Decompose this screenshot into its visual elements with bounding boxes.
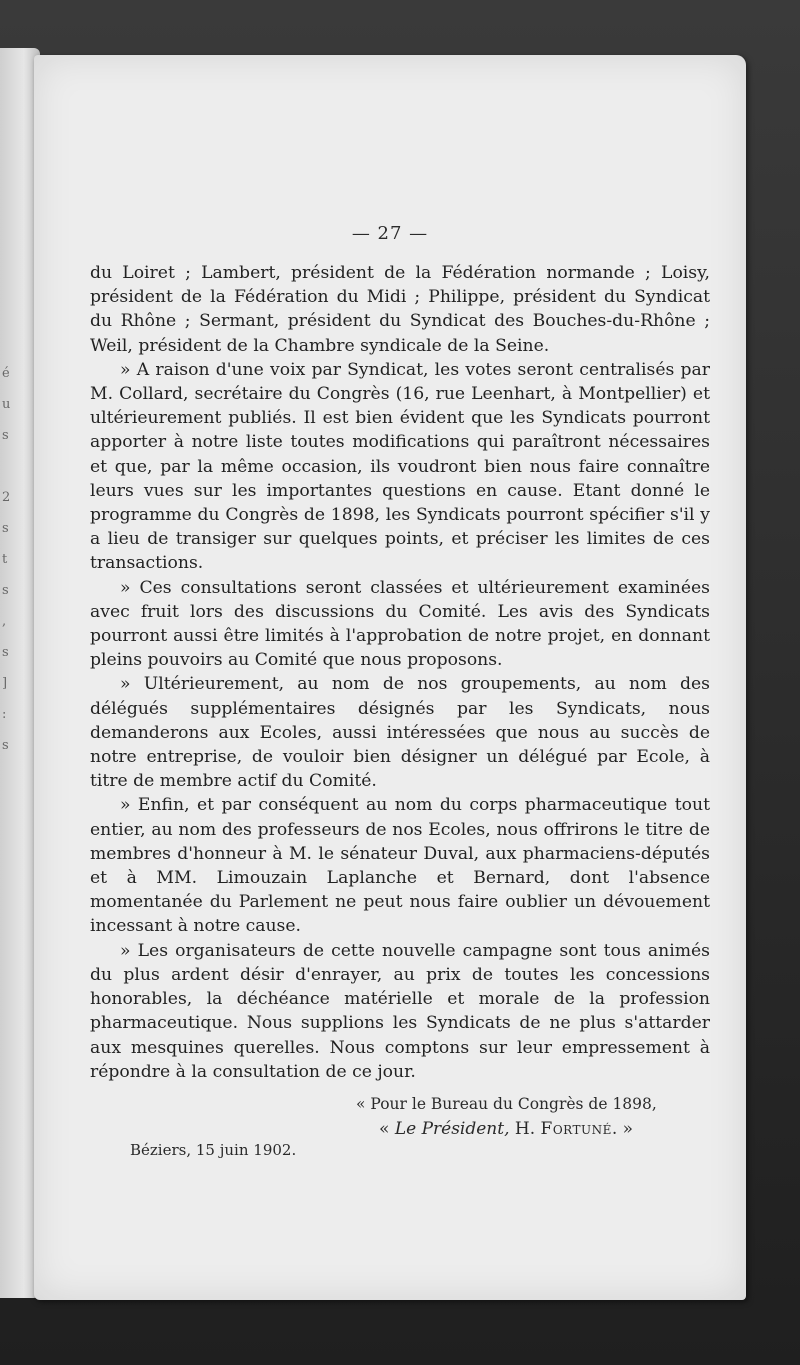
document-page [34,55,746,1300]
paragraph-6: » Les organisateurs de cette nouvelle campagne sont tous animés du plus ardent désir d'enrayer, au prix de toutes les concessions honorables, la déchéance matérielle et morale de la profession pharmaceutique. Nous supplions les Syndicats de ne plus s'attarder aux mesquines querelles. Nous comptons sur leur empressement à répondre à la consultation de ce jour. [90,940,710,1082]
paragraph-4: » Ultérieurement, au nom de nos groupements, au nom des délégués supplémentaires désignés par les Syndicats, nous demanderons aux Ecoles, aussi intéressées que nous au succès de notre entreprise, de vouloir bien désigner un délégué par Ecole, à titre de membre actif du Comité. [90,674,710,792]
paragraph-1: du Loiret ; Lambert, président de la Fédération normande ; Loisy, président de la Fédération du Midi ; Philippe, président du Syndicat du Rhône ; Sermant, président du Syndicat des Bouches-du-Rhône ; Weil, président de la Chambre syndicale de la Seine. [90,263,710,356]
signature-title: Le Président, [394,1119,510,1139]
paragraph-5: » Enfin, et par conséquent au nom du corps pharmaceutique tout entier, au nom des professeurs de nos Ecoles, nous offrirons le titre de membres d'honneur à M. le sénateur Duval, aux pharmaciens-députés et à MM. Limouzain Laplanche et Bernard, dont l'absence momentanée du Parlement ne peut nous faire oublier un dévouement incessant à notre cause. [90,795,710,937]
signature-line-1: « Pour le Bureau du Congrès de 1898, [356,1095,657,1113]
paragraph-2: » A raison d'une voix par Syndicat, les votes seront centralisés par M. Collard, secrétaire du Congrès (16, rue Leenhart, à Montpellier) et ultérieurement publiés. Il est bien évident que les Syndicats pourront apporter à notre liste toutes modifications qui paraîtront nécessaires et que, par la même occasion, ils voudront bien nous faire connaître leurs vues sur les importantes questions en cause. Etant donné le programme du Congrès de 1898, les Syndicats pourront spécifier s'il y a lieu de transiger sur quelques points, et préciser les limites de ces transactions. [90,359,710,574]
signature-line-2 [379,1119,633,1139]
body-text [90,261,710,1084]
signature-initial: H. [509,1119,541,1139]
signature-close-quote: . » [611,1119,634,1139]
page-number: — 27 — [351,223,429,244]
facing-page-fragments: é u s 2 s t s , s ] : s [2,366,11,753]
signature-name: Fortuné [540,1119,612,1139]
paragraph-3: » Ces consultations seront classées et ultérieurement examinées avec fruit lors des discussions du Comité. Les avis des Syndicats pourront aussi être limités à l'approbation de notre projet, en donnant pleins pouvoirs au Comité que nous proposons. [90,577,710,671]
date-place: Béziers, 15 juin 1902. [130,1141,297,1159]
signature-open-quote: « [379,1119,395,1139]
